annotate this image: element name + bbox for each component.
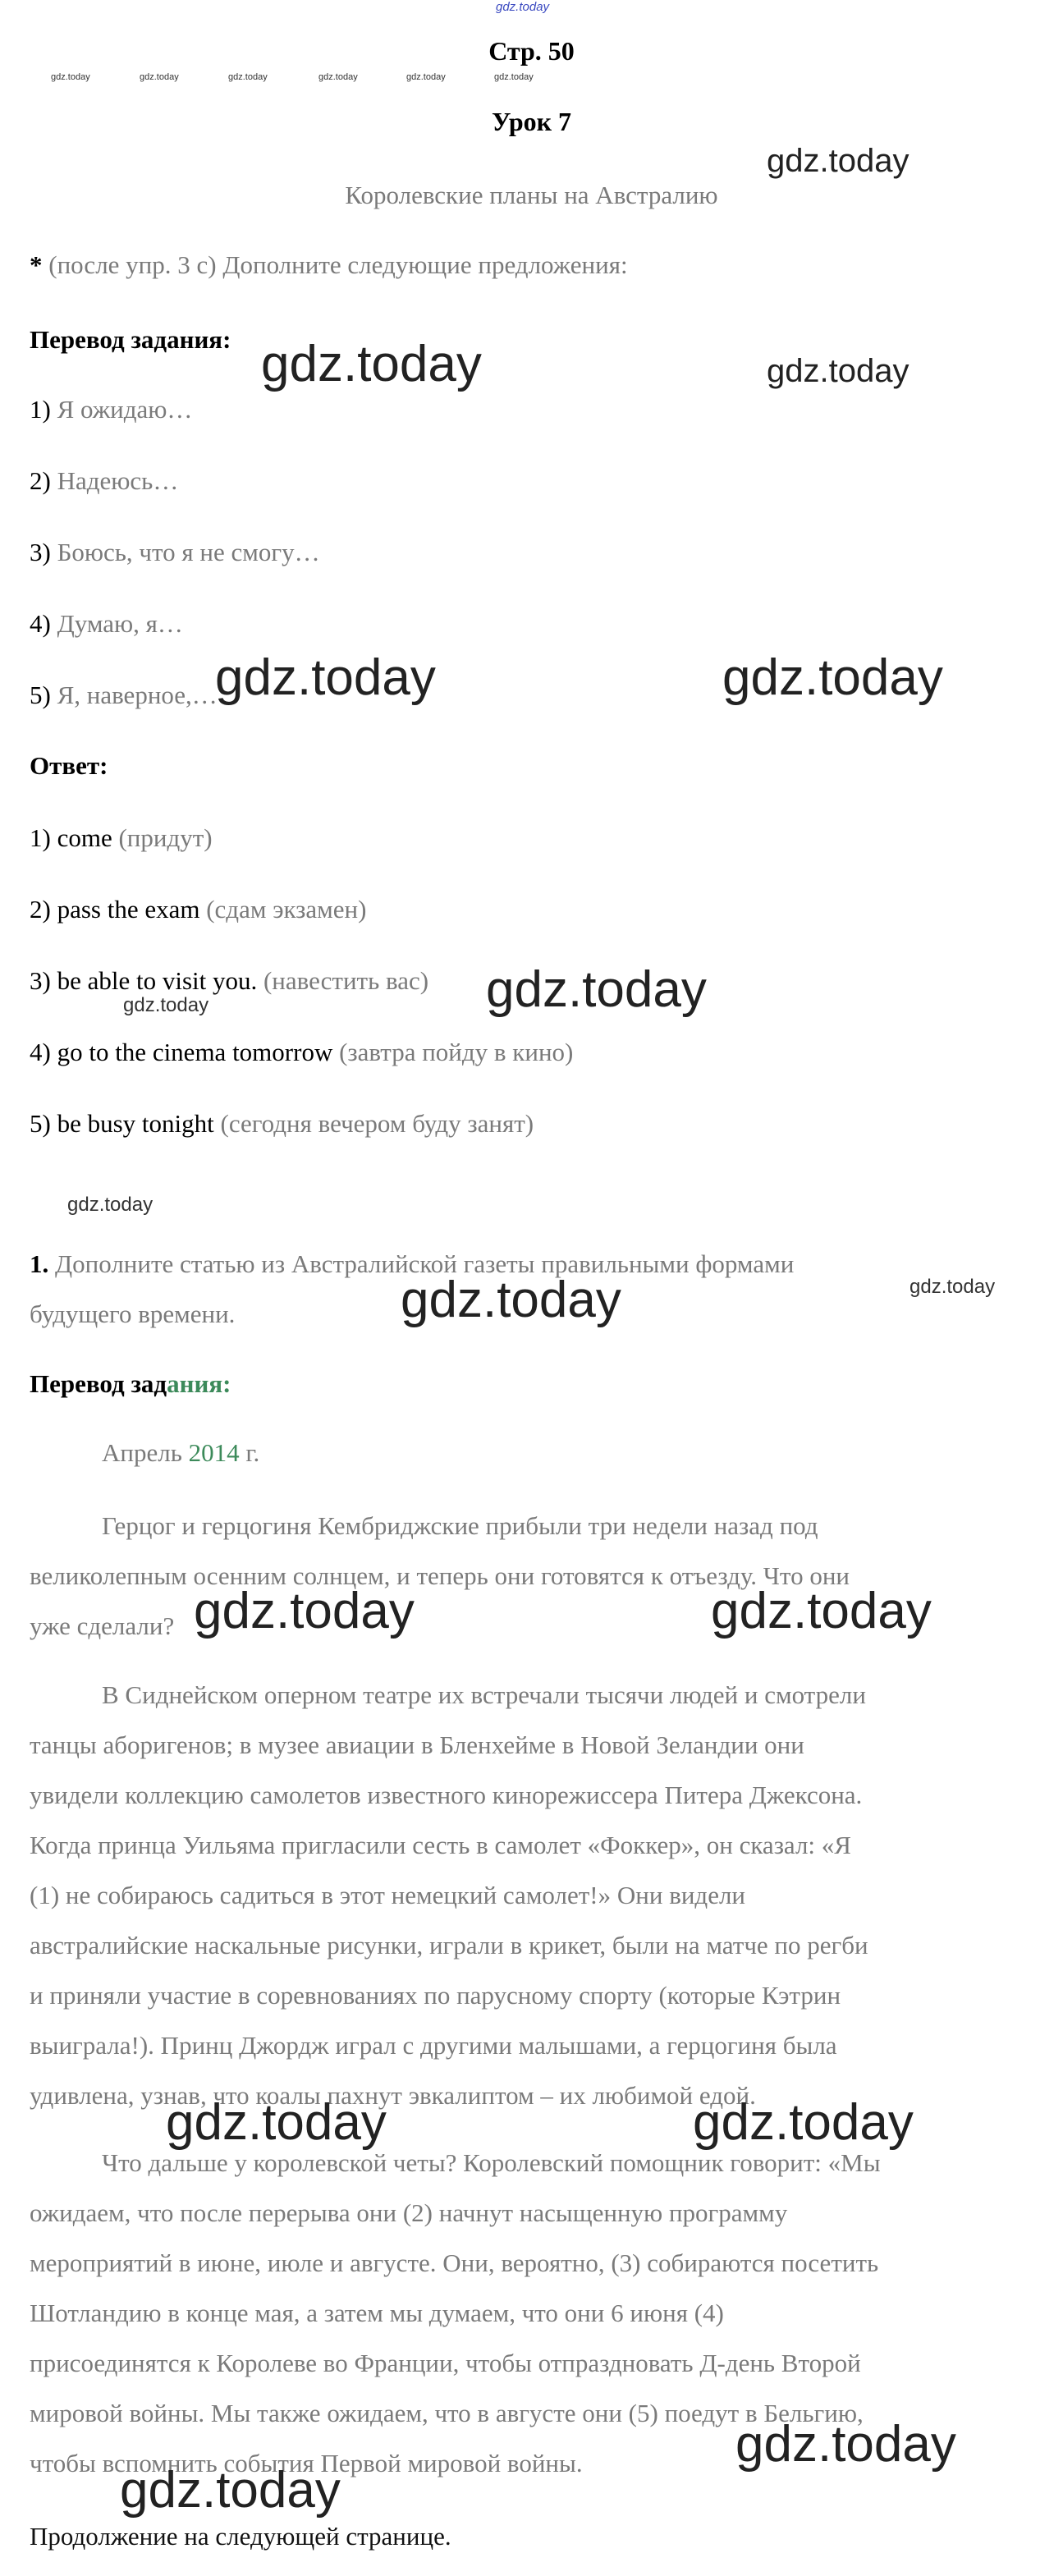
list-item: 1) Я ожидаю… <box>30 395 193 424</box>
list-item: 4) Думаю, я… <box>30 609 183 638</box>
answer-item: 3) be able to visit you. (навестить вас) <box>30 966 429 995</box>
task2-instruction: 1. Дополните статью из Австралийской газеты правильными формами <box>30 1249 795 1278</box>
watermark: gdz.today <box>486 961 707 1018</box>
watermark: gdz.today <box>767 143 910 179</box>
article-paragraph-1: Герцог и герцогиня Кембриджские прибыли три недели назад под великолепным осенним солнцем, и теперь они готовятся к отъезду. Что они уже сделали? <box>30 1511 850 1640</box>
star-marker: * <box>30 250 43 279</box>
watermark-row: gdz.today <box>406 72 446 82</box>
task-text: (после упр. 3 c) Дополните следующие предложения: <box>48 250 628 279</box>
continued-note: Продолжение на следующей странице. <box>30 2522 451 2551</box>
watermark-top: gdz.today <box>496 0 550 14</box>
watermark: gdz.today <box>166 2094 387 2151</box>
list-item: 3) Боюсь, что я не смогу… <box>30 538 320 566</box>
watermark: gdz.today <box>123 994 209 1016</box>
watermark-row: gdz.today <box>140 72 179 82</box>
answer-item: 1) come (придут) <box>30 823 213 852</box>
watermark-row: gdz.today <box>318 72 358 82</box>
task-instruction <box>30 250 628 280</box>
article-date: Апрель 2014 г. <box>102 1438 260 1467</box>
article-paragraph-3: Что дальше у королевской четы? Королевский помощник говорит: «Мы ожидаем, что после перерыва они (2) начнут насыщенную программу мероприятий в июне, июле и августе. Они, вероятно, (3) собираются посетить Шотландию в конце мая, а затем мы думаем, что они 6 июня (4) присоединятся к Королеве во Франции, чтобы отпраздновать Д-день Второй мировой войны. Мы также ожидаем, что в августе они (5) поедут в Бельгию, чтобы вспомнить события Первой мировой войны. <box>30 2148 881 2477</box>
watermark: gdz.today <box>910 1276 996 1298</box>
watermark: gdz.today <box>711 1583 932 1639</box>
watermark: gdz.today <box>120 2462 341 2519</box>
lesson-title: Урок 7 <box>491 107 572 136</box>
article-paragraph-2: В Сиднейском оперном театре их встречали тысячи людей и смотрели танцы аборигенов; в музее авиации в Бленхейме в Новой Зеландии они увидели коллекцию самолетов известного кинорежиссера Питера Джексона. Когда принца Уильяма пригласили сесть в самолет «Фоккер», он сказал: «Я (1) не собираюсь садиться в этот немецкий самолет!» Они видели австралийские наскальные рисунки, играли в крикет, были на матче по регби и приняли участие в соревнованиях по парусному спорту (которые Кэтрин выиграла!). Принц Джордж играл с другими малышами, а герцогиня была удивлена, узнав, что коалы пахнут эвкалиптом – их любимой едой. <box>30 1680 868 2110</box>
watermark: gdz.today <box>722 649 943 706</box>
translation-label-2: Перевод задания: <box>30 1369 231 1398</box>
watermark: gdz.today <box>693 2094 914 2151</box>
lesson-subtitle: Королевские планы на Австралию <box>345 181 718 209</box>
answer-item: 5) be busy tonight (сегодня вечером буду занят) <box>30 1109 534 1138</box>
answer-item: 2) pass the exam (сдам экзамен) <box>30 895 367 924</box>
watermark: gdz.today <box>735 2416 956 2473</box>
page-header: Стр. 50 <box>488 36 575 66</box>
watermark: gdz.today <box>67 1194 153 1216</box>
watermark: gdz.today <box>767 353 910 389</box>
answer-label: Ответ: <box>30 751 108 780</box>
list-item: 2) Надеюсь… <box>30 466 179 495</box>
answer-item: 4) go to the cinema tomorrow (завтра пойду в кино) <box>30 1038 574 1066</box>
list-item: 5) Я, наверное,… <box>30 681 218 709</box>
watermark: gdz.today <box>194 1583 415 1639</box>
watermark: gdz.today <box>401 1272 621 1328</box>
watermark-row: gdz.today <box>494 72 534 82</box>
watermark-row: gdz.today <box>228 72 268 82</box>
watermark: gdz.today <box>261 336 482 392</box>
watermark-row: gdz.today <box>51 72 90 82</box>
translation-label: Перевод задания: <box>30 325 231 354</box>
task2-instruction-cont: будущего времени. <box>30 1299 236 1328</box>
watermark: gdz.today <box>215 649 436 706</box>
